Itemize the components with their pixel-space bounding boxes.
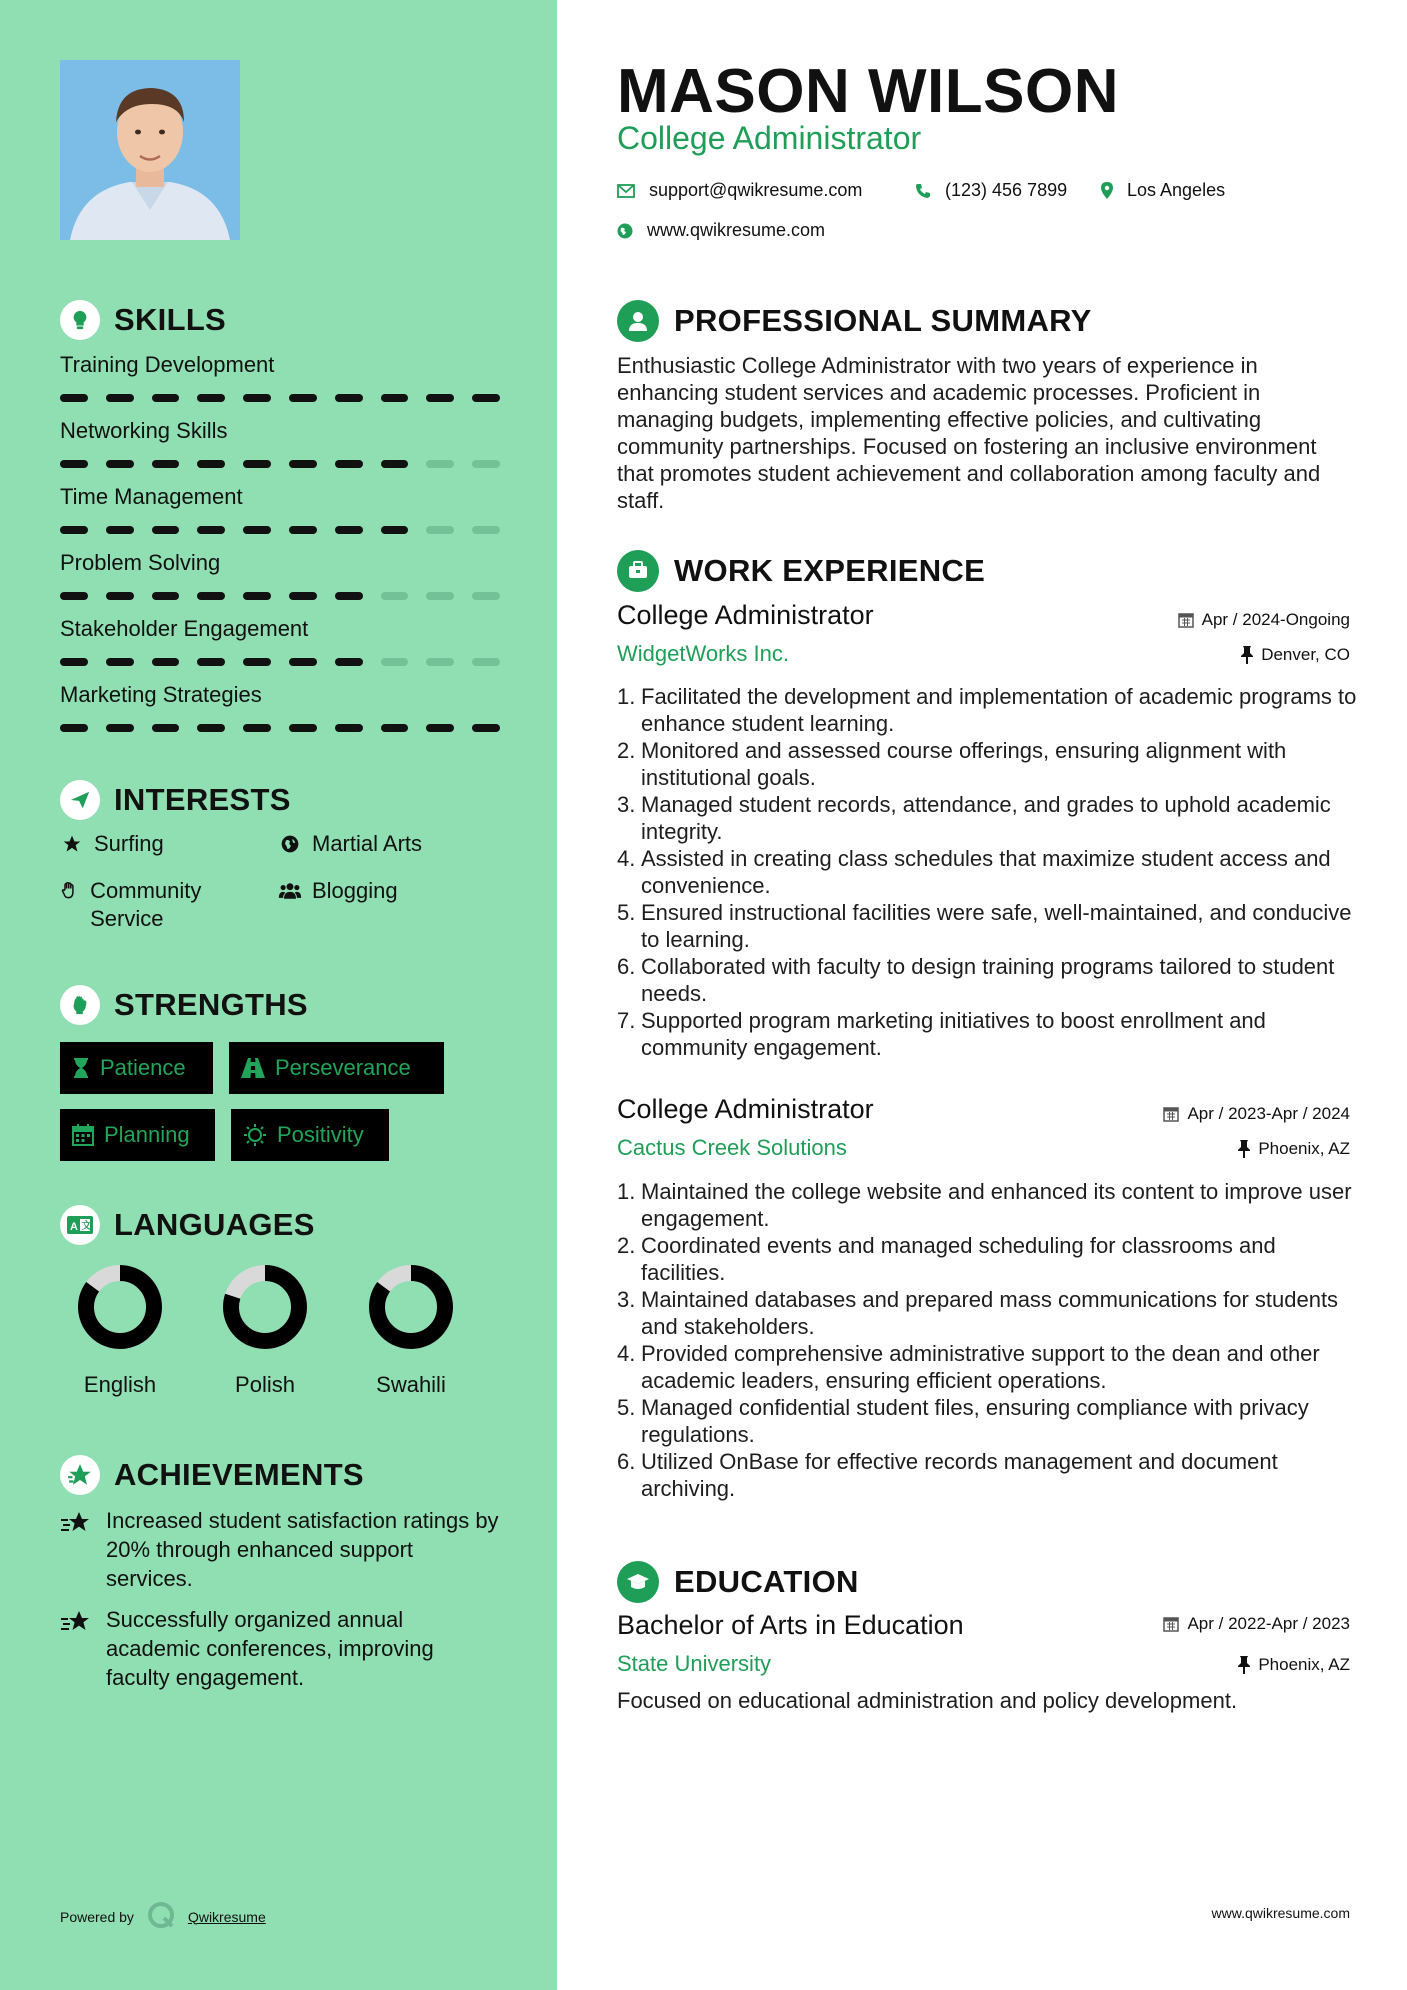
interest-label: Blogging: [312, 878, 398, 903]
hourglass-icon: [72, 1057, 90, 1079]
degree-title: Bachelor of Arts in Education: [617, 1610, 964, 1640]
powered-by-label: Powered by: [60, 1908, 134, 1925]
language-name: English: [83, 1372, 157, 1397]
bullet-text: Ensured instructional facilities were safe, well-maintained, and conducive to learning.: [641, 900, 1352, 952]
skill-dash-empty: [426, 592, 454, 600]
skill-dash-empty: [426, 460, 454, 468]
graduation-cap-icon: [617, 1561, 659, 1603]
interest-item: [278, 830, 422, 858]
skill-dash-filled: [106, 658, 134, 666]
globe-icon: [278, 830, 302, 858]
skill-level-bar: [60, 724, 500, 732]
job-bullet: [617, 1232, 1362, 1286]
achievements-header: [60, 1455, 364, 1495]
skill-dash-filled: [243, 394, 271, 402]
skill-dash-filled: [197, 592, 225, 600]
skill-dash-empty: [472, 592, 500, 600]
bullet-number: 6.: [617, 1449, 636, 1474]
language-icon: [60, 1205, 100, 1245]
skill-dash-empty: [472, 460, 500, 468]
skill-level-bar: [60, 592, 500, 600]
main-column: [557, 0, 1407, 1990]
language-name: Polish: [235, 1372, 295, 1397]
skill-dash-filled: [106, 460, 134, 468]
candidate-name: MASON WILSON: [617, 57, 1119, 126]
sidebar: [0, 0, 557, 1990]
phone-text: (123) 456 7899: [945, 180, 1068, 200]
skill-dash-filled: [335, 526, 363, 534]
job-location: [1238, 1139, 1350, 1159]
skill-level-bar: [60, 658, 500, 666]
interest-label: Martial Arts: [312, 831, 423, 856]
skills-header: [60, 300, 226, 340]
job-location-text: Phoenix, AZ: [1258, 1139, 1350, 1158]
job-date: [1178, 610, 1350, 630]
skill-dash-filled: [289, 658, 317, 666]
bullet-number: 2.: [617, 738, 636, 763]
bullet-number: 3.: [617, 792, 636, 817]
job-title: College Administrator: [617, 600, 874, 630]
lightbulb-icon: [60, 300, 100, 340]
skill-dash-filled: [335, 658, 363, 666]
achievement-text: Increased student satisfaction ratings by 20% through enhanced support services.: [106, 1508, 499, 1591]
job-date: [1163, 1104, 1350, 1124]
skill-name: Networking Skills: [60, 418, 228, 443]
skill-dash-filled: [197, 394, 225, 402]
fist-icon: [60, 985, 100, 1025]
qwikresume-link[interactable]: Qwikresume: [187, 1908, 266, 1925]
candidate-role: College Administrator: [617, 120, 922, 156]
contact-location: [1101, 180, 1225, 201]
skill-dash-filled: [426, 724, 454, 732]
skill-dash-filled: [381, 724, 409, 732]
job-date-text: Apr / 2024-Ongoing: [1201, 610, 1350, 629]
skill-dash-filled: [106, 394, 134, 402]
bullet-text: Utilized OnBase for effective records management and document archiving.: [641, 1449, 1278, 1501]
calendar-icon: [1178, 612, 1194, 628]
skill-dash-filled: [60, 724, 88, 732]
job-company: Cactus Creek Solutions: [617, 1135, 847, 1160]
languages-header: [60, 1205, 315, 1245]
footer-url[interactable]: www.qwikresume.com: [1211, 1905, 1350, 1921]
contact-website[interactable]: [617, 220, 825, 241]
bullet-text: Maintained databases and prepared mass communications for students and stakeholders.: [641, 1287, 1339, 1339]
bullet-text: Monitored and assessed course offerings, ensuring alignment with institutional goals.: [641, 738, 1287, 790]
interest-item: [60, 877, 250, 933]
hand-icon: [60, 877, 80, 905]
map-pin-icon: [1101, 182, 1113, 199]
skill-name: Problem Solving: [60, 550, 221, 575]
interest-item: [278, 877, 398, 905]
bullet-number: 7.: [617, 1008, 636, 1033]
education-title: EDUCATION: [674, 1564, 859, 1599]
calendar-icon: [1163, 1106, 1179, 1122]
language-level-donut: [366, 1262, 456, 1352]
skill-dash-filled: [106, 592, 134, 600]
skill-dash-empty: [426, 526, 454, 534]
calendar-icon: [1163, 1616, 1179, 1632]
job-bullets: [617, 1178, 1362, 1502]
bullet-number: 1.: [617, 1179, 636, 1204]
job-bullet: [617, 899, 1362, 953]
skill-dash-filled: [60, 526, 88, 534]
phone-icon: [915, 183, 931, 199]
strength-label: Perseverance: [275, 1055, 411, 1080]
experience-title: WORK EXPERIENCE: [674, 553, 986, 588]
skill-dash-empty: [381, 658, 409, 666]
job-company: WidgetWorks Inc.: [617, 641, 789, 666]
paper-plane-icon: [60, 780, 100, 820]
skill-dash-filled: [335, 592, 363, 600]
skill-dash-filled: [243, 724, 271, 732]
envelope-icon: [617, 184, 635, 198]
interests-header: [60, 780, 291, 820]
language-item: [60, 1262, 180, 1398]
svg-text:文: 文: [81, 1221, 92, 1232]
education-description: Focused on educational administration and policy development.: [617, 1688, 1238, 1713]
skill-dash-filled: [472, 724, 500, 732]
bullet-text: Coordinated events and managed scheduling for classrooms and facilities.: [641, 1233, 1276, 1285]
bullet-number: 5.: [617, 1395, 636, 1420]
skill-dash-filled: [381, 460, 409, 468]
education-date: [1163, 1614, 1350, 1634]
achievements-title: ACHIEVEMENTS: [114, 1457, 364, 1492]
skill-dash-filled: [60, 394, 88, 402]
job-bullet: [617, 1340, 1362, 1394]
job-bullet: [617, 1448, 1362, 1502]
bullet-text: Provided comprehensive administrative support to the dean and other academic leaders, ensuring efficient operations.: [641, 1341, 1320, 1393]
summary-text: Enthusiastic College Administrator with two years of experience in enhancing student services and academic processes. Proficient in managing budgets, implementing effective policies, and cultivating community partnerships. Focused on fostering an inclusive environment that promotes student achievement and collaboration among faculty and staff.: [617, 353, 1321, 513]
language-item: [205, 1262, 325, 1398]
skill-dash-filled: [472, 394, 500, 402]
job-bullet: [617, 1007, 1362, 1061]
calendar-icon: [72, 1124, 94, 1146]
job-title: College Administrator: [617, 1094, 874, 1124]
language-level-donut: [75, 1262, 165, 1352]
strength-label: Planning: [104, 1122, 190, 1147]
skill-name: Training Development: [60, 352, 275, 377]
skill-item: [60, 680, 500, 732]
bullet-text: Collaborated with faculty to design training programs tailored to student needs.: [641, 954, 1335, 1006]
skill-dash-filled: [197, 460, 225, 468]
skill-dash-filled: [152, 526, 180, 534]
strength-label: Positivity: [277, 1122, 364, 1147]
globe-icon: [617, 223, 633, 239]
pushpin-icon: [1238, 1656, 1250, 1674]
job-bullet: [617, 845, 1362, 899]
qwikresume-logo-icon: [146, 1900, 176, 1933]
skill-dash-empty: [472, 658, 500, 666]
bullet-number: 2.: [617, 1233, 636, 1258]
school-name: State University: [617, 1651, 772, 1676]
interest-label: Community Service: [90, 878, 202, 931]
bullet-text: Maintained the college website and enhanced its content to improve user engagement.: [641, 1179, 1352, 1231]
skill-name: Time Management: [60, 484, 243, 509]
strengths-title: STRENGTHS: [114, 987, 308, 1022]
skill-dash-empty: [472, 526, 500, 534]
interest-item: [60, 830, 164, 858]
skill-dash-filled: [426, 394, 454, 402]
education-header: [617, 1561, 859, 1603]
job-bullet: [617, 737, 1362, 791]
svg-text:A: A: [70, 1221, 78, 1233]
experience-header: [617, 550, 985, 592]
job-date-text: Apr / 2023-Apr / 2024: [1187, 1104, 1350, 1123]
bullet-text: Managed confidential student files, ensuring compliance with privacy regulations.: [641, 1395, 1309, 1447]
skill-dash-filled: [152, 724, 180, 732]
skills-title: SKILLS: [114, 302, 227, 337]
star-icon: [60, 830, 84, 858]
skill-dash-filled: [243, 658, 271, 666]
website-text: www.qwikresume.com: [647, 220, 826, 240]
star-badge-icon: [60, 1455, 100, 1495]
profile-photo: [60, 60, 240, 240]
strength-badge: [229, 1042, 444, 1094]
bullet-number: 4.: [617, 1341, 636, 1366]
interests-title: INTERESTS: [114, 782, 291, 817]
powered-by: [60, 1900, 266, 1933]
skill-item: [60, 548, 500, 600]
skill-level-bar: [60, 460, 500, 468]
skill-dash-filled: [335, 460, 363, 468]
job-location-text: Denver, CO: [1261, 645, 1350, 664]
skill-dash-filled: [60, 658, 88, 666]
language-level-donut: [220, 1262, 310, 1352]
education-location-text: Phoenix, AZ: [1258, 1655, 1350, 1674]
skill-dash-filled: [60, 460, 88, 468]
skill-dash-filled: [289, 592, 317, 600]
bullet-text: Supported program marketing initiatives to boost enrollment and community engagement.: [641, 1008, 1266, 1060]
skill-item: [60, 416, 500, 468]
job-bullets: [617, 683, 1362, 1061]
bullet-number: 5.: [617, 900, 636, 925]
users-icon: [278, 877, 302, 905]
education-date-text: Apr / 2022-Apr / 2023: [1187, 1614, 1350, 1633]
sun-icon: [243, 1123, 267, 1147]
job-bullet: [617, 953, 1362, 1007]
email-text: support@qwikresume.com: [649, 180, 863, 200]
job-location: [1241, 645, 1350, 665]
bullet-text: Facilitated the development and implementation of academic programs to enhance student learning.: [641, 684, 1357, 736]
achievement-item: [60, 1605, 500, 1692]
strength-badge: [60, 1109, 215, 1161]
pushpin-icon: [1238, 1140, 1250, 1158]
job-bullet: [617, 1178, 1362, 1232]
skill-dash-filled: [381, 526, 409, 534]
skill-dash-empty: [381, 592, 409, 600]
skill-dash-filled: [197, 724, 225, 732]
strength-badge: [60, 1042, 213, 1094]
language-item: [351, 1262, 471, 1398]
summary-title: PROFESSIONAL SUMMARY: [674, 303, 1092, 338]
skill-dash-filled: [106, 526, 134, 534]
skill-item: [60, 350, 500, 402]
skill-dash-filled: [289, 460, 317, 468]
road-icon: [241, 1058, 265, 1078]
summary-header: [617, 300, 1092, 342]
skill-dash-filled: [243, 592, 271, 600]
shooting-star-icon: [60, 1506, 92, 1593]
education-location: [1238, 1655, 1350, 1675]
bullet-text: Assisted in creating class schedules that maximize student access and convenience.: [641, 846, 1331, 898]
bullet-number: 1.: [617, 684, 636, 709]
briefcase-icon: [617, 550, 659, 592]
skill-name: Marketing Strategies: [60, 682, 262, 707]
skill-dash-filled: [289, 526, 317, 534]
skill-level-bar: [60, 526, 500, 534]
skill-dash-filled: [289, 394, 317, 402]
job-bullet: [617, 1394, 1362, 1448]
skill-dash-filled: [243, 460, 271, 468]
job-bullet: [617, 1286, 1362, 1340]
bullet-number: 6.: [617, 954, 636, 979]
interest-label: Surfing: [94, 831, 164, 856]
shooting-star-icon: [60, 1605, 92, 1692]
achievement-text: Successfully organized annual academic conferences, improving faculty engagement.: [106, 1607, 434, 1690]
skill-dash-filled: [381, 394, 409, 402]
language-name: Swahili: [376, 1372, 446, 1397]
skill-level-bar: [60, 394, 500, 402]
location-text: Los Angeles: [1127, 180, 1226, 200]
skill-dash-filled: [197, 658, 225, 666]
skill-dash-filled: [335, 394, 363, 402]
strength-label: Patience: [100, 1055, 186, 1080]
achievement-item: [60, 1506, 500, 1593]
skill-dash-empty: [426, 658, 454, 666]
pushpin-icon: [1241, 646, 1253, 664]
skill-name: Stakeholder Engagement: [60, 616, 309, 641]
skill-dash-filled: [152, 394, 180, 402]
skill-dash-filled: [197, 526, 225, 534]
skill-dash-filled: [289, 724, 317, 732]
skill-dash-filled: [152, 658, 180, 666]
languages-title: LANGUAGES: [114, 1207, 315, 1242]
skill-dash-filled: [335, 724, 363, 732]
skill-dash-filled: [60, 592, 88, 600]
strength-badge: [231, 1109, 389, 1161]
skill-dash-filled: [152, 460, 180, 468]
job-bullet: [617, 791, 1362, 845]
bullet-number: 4.: [617, 846, 636, 871]
strengths-header: [60, 985, 308, 1025]
user-icon: [617, 300, 659, 342]
skill-item: [60, 614, 500, 666]
skill-item: [60, 482, 500, 534]
job-bullet: [617, 683, 1362, 737]
skill-dash-filled: [106, 724, 134, 732]
bullet-text: Managed student records, attendance, and grades to uphold academic integrity.: [641, 792, 1331, 844]
bullet-number: 3.: [617, 1287, 636, 1312]
contact-phone[interactable]: [915, 180, 1067, 201]
contact-email[interactable]: [617, 180, 862, 201]
skill-dash-filled: [152, 592, 180, 600]
skill-dash-filled: [243, 526, 271, 534]
